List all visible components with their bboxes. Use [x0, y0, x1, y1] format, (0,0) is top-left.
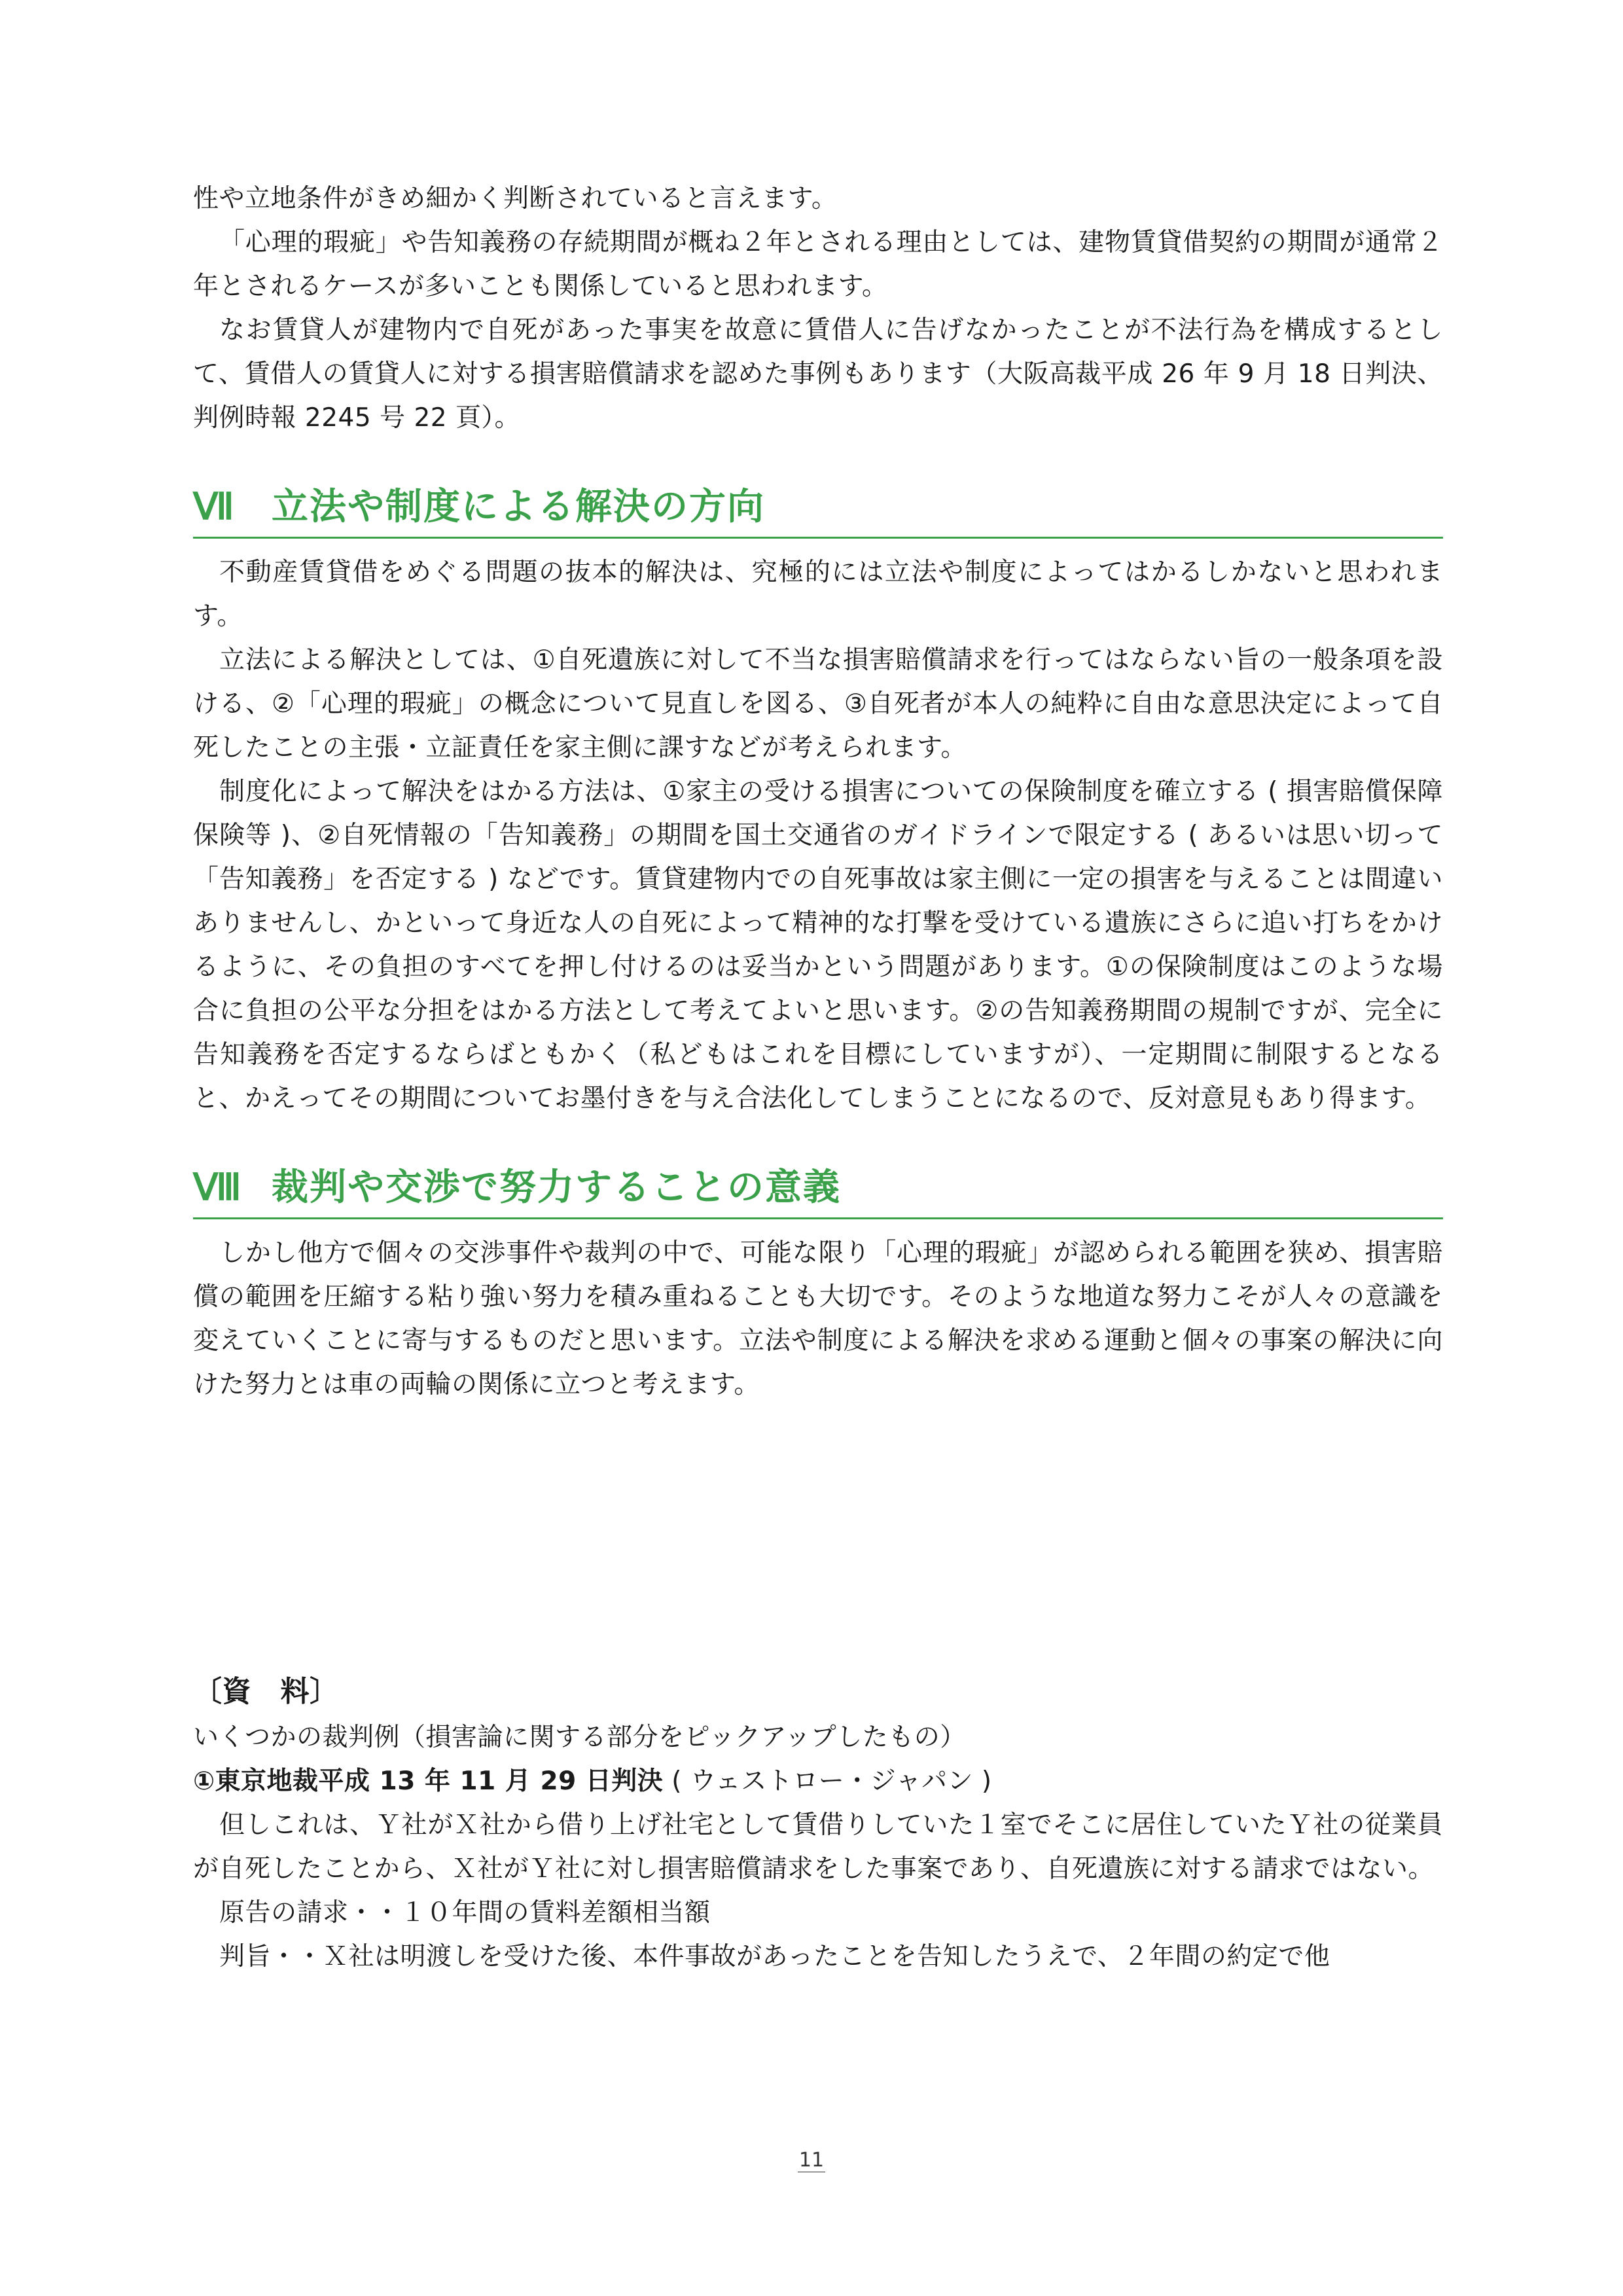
section-8 [193, 1158, 1443, 1407]
intro-paragraph-3: なお賃貸人が建物内で自死があった事実を故意に賃借人に告げなかったことが不法行為を構成するとして、賃借人の賃貸人に対する損害賠償請求を認めた事例もあります（大阪高裁平成 26 年 9 月 18 日判決、判例時報 2245 号 22 頁）。 [193, 315, 1443, 433]
section-8-paragraph-1: しかし他方で個々の交渉事件や裁判の中で、可能な限り「心理的瑕疵」が認められる範囲を狭め、損害賠償の範囲を圧縮する粘り強い努力を積み重ねることも大切です。そのような地道な努力こそが人々の意識を変えていくことに寄与するものだと思います。立法や制度による解決を求める運動と個々の事案の解決に向けた努力とは車の両輪の関係に立つと考えます。 [193, 1238, 1443, 1399]
section-7-heading [193, 478, 1443, 539]
page-footer [0, 2149, 1623, 2172]
page-content [193, 177, 1443, 1979]
intro-paragraph-2: 「心理的瑕疵」や告知義務の存続期間が概ね２年とされる理由としては、建物賃貸借契約の期間が通常２年とされるケースが多いことも関係していると思われます。 [193, 228, 1443, 301]
case-1-title-bold: ①東京地裁平成 13 年 11 月 29 日判決 [193, 1767, 664, 1796]
case-1-paragraph-3: 判旨・・Ｘ社は明渡しを受けた後、本件事故があったことを告知したうえで、２年間の約定で他 [219, 1942, 1330, 1971]
section-8-number: Ⅷ [193, 1168, 239, 1208]
section-7-paragraph-3: 制度化によって解決をはかる方法は、①家主の受ける損害についての保険制度を確立する ( 損害賠償保障保険等 )、②自死情報の「告知義務」の期間を国土交通省のガイドラインで限定する ( あるいは思い切って「告知義務」を否定する ) などです。賃貸建物内での自死事故は家主側に一定の損害を与えることは間違いありませんし、かといって身近な人の自死によって精神的な打撃を受けている遺族にさらに追い打ちをかけるように、その負担のすべてを押し付けるのは妥当かという問題があります。①の保険制度はこのような場合に負担の公平な分担をはかる方法として考えてよいと思います。②の告知義務期間の規制ですが、完全に告知義務を否定するならばともかく（私どもはこれを目標にしていますが）、一定期間に制限するとなると、かえってその期間についてお墨付きを与え合法化してしまうことになるので、反対意見もあり得ます。 [193, 777, 1444, 1113]
case-1-paragraph-2: 原告の請求・・１０年間の賃料差額相当額 [219, 1898, 711, 1928]
shiryo-section [193, 1668, 1443, 1979]
section-7-paragraph-1: 不動産賃貸借をめぐる問題の抜本的解決は、究極的には立法や制度によってはかるしかないと思われます。 [193, 558, 1443, 631]
shiryo-subtitle: いくつかの裁判例（損害論に関する部分をピックアップしたもの） [193, 1723, 966, 1752]
section-7-title: 立法や制度による解決の方向 [272, 486, 765, 528]
shiryo-heading: 〔資 料〕 [193, 1675, 339, 1708]
case-1-title [193, 1759, 1443, 1803]
section-7 [193, 478, 1443, 1121]
section-8-title: 裁判や交渉で努力することの意義 [272, 1166, 841, 1209]
case-1-title-source: ( ウェストロー・ジャパン ) [663, 1767, 992, 1796]
section-7-number: Ⅶ [193, 487, 232, 528]
blank-space [193, 1407, 1443, 1668]
case-1-paragraph-1: 但しこれは、Ｙ社がＸ社から借り上げ社宅として賃借りしていた１室でそこに居住していたＹ社の従業員が自死したことから、Ｘ社がＹ社に対し損害賠償請求をした事案であり、自死遺族に対する請求ではない。 [193, 1810, 1443, 1884]
section-8-heading [193, 1158, 1443, 1219]
page-number: 11 [798, 2149, 825, 2172]
intro-paragraph-1: 性や立地条件がきめ細かく判断されていると言えます。 [193, 184, 838, 213]
section-7-paragraph-2: 立法による解決としては、①自死遺族に対して不当な損害賠償請求を行ってはならない旨の一般条項を設ける、②「心理的瑕疵」の概念について見直しを図る、③自死者が本人の純粋に自由な意思決定によって自死したことの主張・立証責任を家主側に課すなどが考えられます。 [193, 645, 1443, 762]
